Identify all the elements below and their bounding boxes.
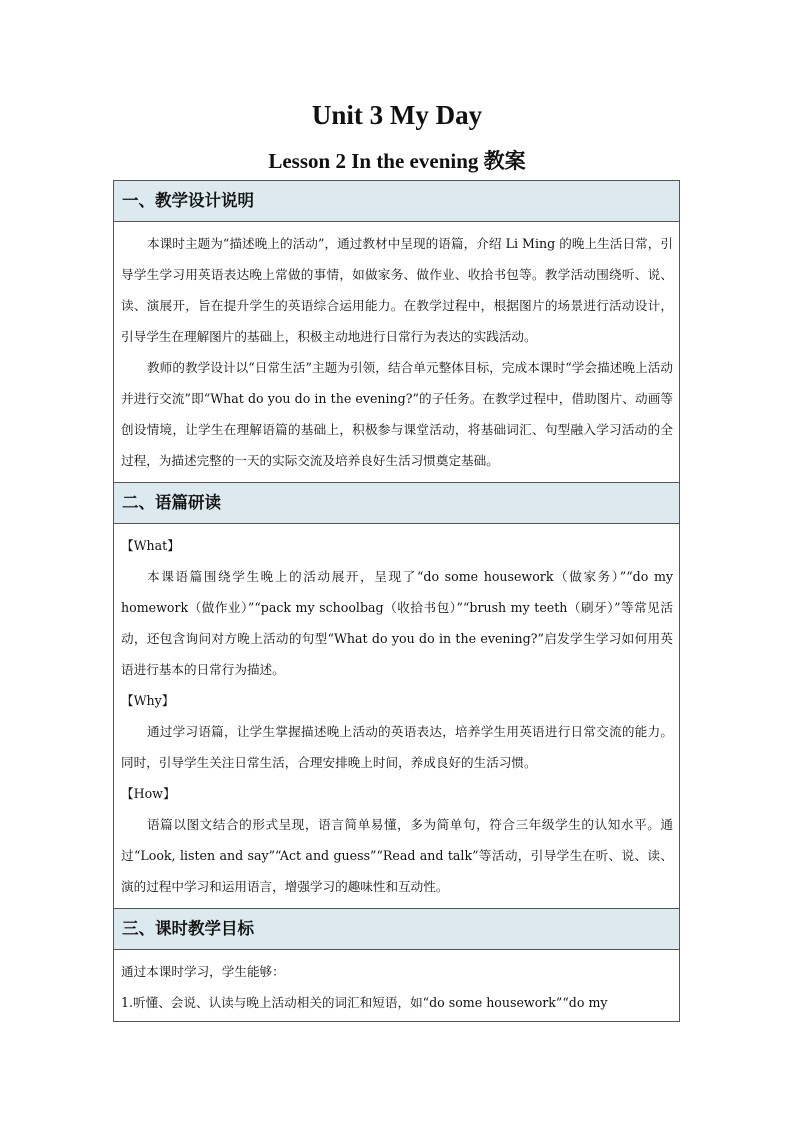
section-body-objectives xyxy=(114,949,679,1021)
why-label: 【Why】 xyxy=(121,693,175,708)
section-heading-design: 一、教学设计说明 xyxy=(114,181,679,221)
how-paragraph: 语篇以图文结合的形式呈现，语言简单易懂，多为简单句，符合三年级学生的认知水平。通过“Look, listen and say”“Act and guess”“Read and talk”等活动，引导学生在听、说、读、演的过程中学习和运用语言，增强学习的趣味性和互动性。 xyxy=(121,817,673,894)
how-label: 【How】 xyxy=(121,786,176,801)
section-heading-text-analysis: 二、语篇研读 xyxy=(114,482,679,523)
what-paragraph: 本课语篇围绕学生晚上的活动展开，呈现了“do some housework（做家务）”“do my homework（做作业）”“pack my schoolbag（收拾书包）”“brush my teeth（刷牙）”等常见活动，还包含询问对方晚上活动的句型“What do you do in the evening?”启发学生学习如何用英语进行基本的日常行为描述。 xyxy=(121,569,673,677)
design-paragraph-2: 教师的教学设计以“日常生活”主题为引领，结合单元整体目标，完成本课时“学会描述晚上活动并进行交流”即“What do you do in the evening?”的子任务。在教学过程中，借助图片、动画等创设情境，让学生在理解语篇的基础上，积极参与课堂活动，将基础词汇、句型融入学习活动的全过程，为描述完整的一天的实际交流及培养良好生活习惯奠定基础。 xyxy=(121,360,673,468)
design-paragraph-1: 本课时主题为“描述晚上的活动”，通过教材中呈现的语篇，介绍 Li Ming 的晚上生活日常，引导学生学习用英语表达晚上常做的事情，如做家务、做作业、收拾书包等。教学活动围绕听、说、读、演展开，旨在提升学生的英语综合运用能力。在教学过程中，根据图片的场景进行活动设计，引导学生在理解图片的基础上，积极主动地进行日常行为表达的实践活动。 xyxy=(121,236,673,344)
section-body-text-analysis xyxy=(114,523,679,908)
section-heading-objectives: 三、课时教学目标 xyxy=(114,908,679,949)
objectives-intro: 通过本课时学习，学生能够： xyxy=(121,964,285,979)
why-paragraph: 通过学习语篇，让学生掌握描述晚上活动的英语表达，培养学生用英语进行日常交流的能力。同时，引导学生关注日常生活，合理安排晚上时间，养成良好的生活习惯。 xyxy=(121,724,673,770)
lesson-plan-table xyxy=(113,180,680,1022)
document-subtitle: Lesson 2 In the evening 教案 xyxy=(268,149,526,173)
objective-item-1: 1.听懂、会说、认读与晚上活动相关的词汇和短语，如“do some housework”“do my xyxy=(121,995,608,1010)
document-title: Unit 3 My Day xyxy=(311,100,483,130)
section-body-design xyxy=(114,221,679,482)
what-label: 【What】 xyxy=(121,538,180,553)
